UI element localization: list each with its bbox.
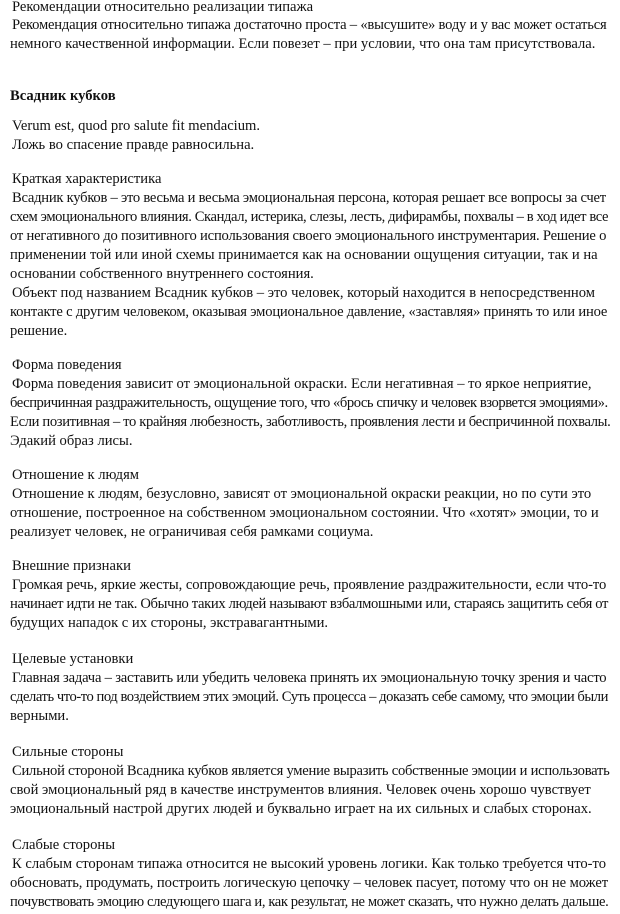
section-heading: Отношение к людям [12,467,140,483]
section-heading: Сильные стороны [12,744,124,760]
section-line: Отношение к людям, безусловно, зависят от эмоциональной окраски реакции, но по сути это [12,486,592,502]
section-line: реализует человек, не ограничивая себя рамками социума. [10,524,374,540]
section-line: почувствовать эмоцию следующего шага и, как результат, не может сказать, что нужно делать дальше. [10,894,609,910]
section-line: Если позитивная – то крайняя любезность, заботливость, проявления лести и беспричинной похвалы. [10,414,611,430]
section-line: решение. [10,323,68,339]
section-line: К слабым сторонам типажа относится не высокий уровень логики. Как только требуется что-то [12,856,607,872]
section-line: свой эмоциональный ряд в качестве инструментов влияния. Человек очень хорошо чувствует [10,782,591,798]
section-line: сделать что-то под воздействием этих эмоций. Суть процесса – доказать себе самому, что эмоции были [10,689,608,705]
section-line: отношение, построенное на собственном эмоциональном состоянии. Что «хотят» эмоции, то и [10,505,599,521]
section-heading: Слабые стороны [12,837,116,853]
section-heading: Форма поведения [12,357,122,373]
section-heading: Краткая характеристика [12,171,162,187]
section-line: верными. [10,708,69,724]
section-line: Всадник кубков – это весьма и весьма эмоциональная персона, которая решает все вопросы за счет [12,190,606,206]
section-line: эмоциональный настрой других людей и буквально играет на их сильных и слабых сторонах. [10,801,592,817]
intro-line: немного качественной информации. Если повезет – при условии, что она там присутствовала. [10,36,596,52]
section-line: Объект под названием Всадник кубков – это человек, который находится в непосредственном [12,285,595,301]
section-line: контакте с другим человеком, оказывая эмоциональное давление, «заставляя» принять то или иное [10,304,608,320]
chapter-title: Всадник кубков [10,88,116,104]
epigraph-latin: Verum est, quod pro salute fit mendacium. [12,118,261,134]
section-heading: Целевые установки [12,651,134,667]
section-line: от негативного до позитивного использования своего эмоционального инструментария. Решение о [10,228,607,244]
intro-line: Рекомендация относительно типажа достаточно проста – «высушите» воду и у вас может остаться [12,17,607,33]
section-heading: Внешние признаки [12,558,131,574]
section-line: Форма поведения зависит от эмоциональной окраски. Если негативная – то яркое неприятие, [12,376,592,392]
section-line: Главная задача – заставить или убедить человека принять их эмоциональную точку зрения и часто [12,670,607,686]
section-line: Громкая речь, яркие жесты, сопровождающие речь, проявление раздражительности, если что-то [12,577,607,593]
epigraph-translation: Ложь во спасение правде равносильна. [12,137,255,153]
section-line: основании собственного внутреннего состояния. [10,266,314,282]
section-line: Эдакий образ лисы. [10,433,133,449]
section-line: будущих нападок с их стороны, экстравагантными. [10,615,329,631]
section-line: Сильной стороной Всадника кубков является умение выразить собственные эмоции и использовать [12,763,610,779]
section-line: обосновать, продумать, построить логическую цепочку – человек пасует, потому что он не может [10,875,608,891]
intro-heading: Рекомендации относительно реализации типажа [12,0,314,15]
section-line: беспричинная раздражительность, ощущение того, что «брось спичку и человек взорвется эмоциями». [10,395,608,411]
section-line: начинает идти не так. Обычно таких людей называют взбалмошными или, стараясь защитить себя от [10,596,609,612]
section-line: применении той или иной схемы принимается как на основании ощущения ситуации, так и на [10,247,598,263]
section-line: схем эмоционального влияния. Скандал, истерика, слезы, лесть, дифирамбы, похвалы – в ход идет все [10,209,609,225]
